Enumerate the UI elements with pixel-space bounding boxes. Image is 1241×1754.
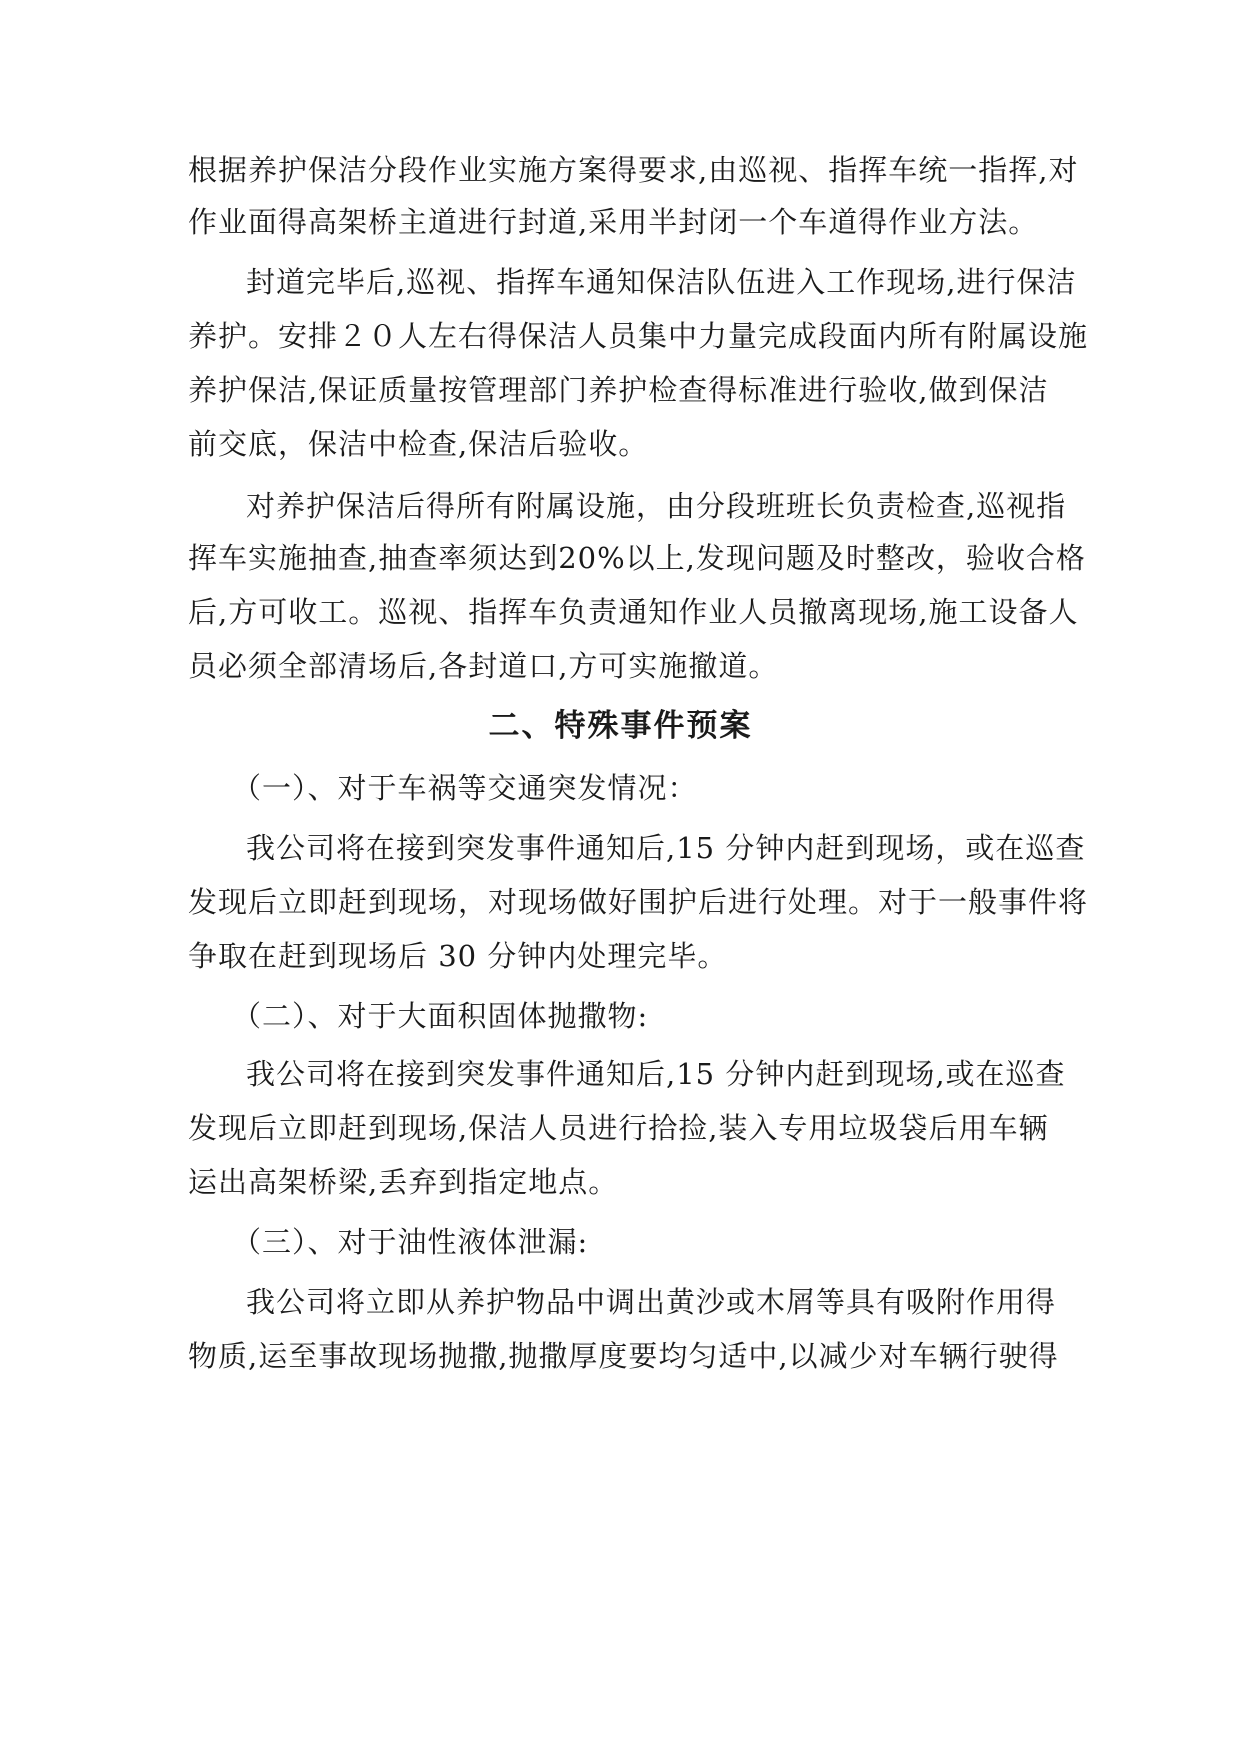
paragraph-line: 发现后立即赶到现场,保洁人员进行拾捡,装入专用垃圾袋后用车辆 [188, 1111, 1049, 1145]
paragraph-line: 前交底，保洁中检查,保洁后验收。 [188, 427, 649, 461]
paragraph-line: 对养护保洁后得所有附属设施，由分段班班长负责检查,巡视指 [246, 489, 1067, 523]
paragraph-line: 我公司将在接到突发事件通知后,15 分钟内赶到现场，或在巡查 [246, 831, 1086, 865]
paragraph-line: 我公司将立即从养护物品中调出黄沙或木屑等具有吸附作用得 [246, 1285, 1057, 1319]
subsection-title: （一）、对于车祸等交通突发情况： [232, 771, 698, 805]
paragraph-line: 作业面得高架桥主道进行封道,采用半封闭一个车道得作业方法。 [188, 205, 1039, 239]
section-heading: 二、特殊事件预案 [488, 708, 753, 744]
paragraph-line: 养护保洁,保证质量按管理部门养护检查得标准进行验收,做到保洁 [188, 373, 1049, 407]
subsection-title: （三）、对于油性液体泄漏: [232, 1225, 589, 1259]
paragraph-line: 物质,运至事故现场抛撒,抛撒厚度要均匀适中,以减少对车辆行驶得 [188, 1339, 1059, 1373]
paragraph-line: 封道完毕后,巡视、指挥车通知保洁队伍进入工作现场,进行保洁 [246, 265, 1077, 299]
subsection-title: （二）、对于大面积固体抛撒物: [232, 999, 649, 1033]
paragraph-line: 养护。安排２０人左右得保洁人员集中力量完成段面内所有附属设施 [188, 319, 1089, 353]
paragraph-line: 运出高架桥梁,丢弃到指定地点。 [188, 1165, 619, 1199]
paragraph-line: 争取在赶到现场后 30 分钟内处理完毕。 [188, 939, 728, 973]
paragraph-line: 我公司将在接到突发事件通知后,15 分钟内赶到现场,或在巡查 [246, 1057, 1066, 1091]
paragraph-line: 发现后立即赶到现场，对现场做好围护后进行处理。对于一般事件将 [188, 885, 1089, 919]
paragraph-line: 根据养护保洁分段作业实施方案得要求,由巡视、指挥车统一指挥,对 [188, 153, 1079, 187]
paragraph-line: 后,方可收工。巡视、指挥车负责通知作业人员撤离现场,施工设备人 [188, 595, 1079, 629]
paragraph-line: 挥车实施抽查,抽查率须达到20%以上,发现问题及时整改，验收合格 [188, 541, 1086, 575]
paragraph-line: 员必须全部清场后,各封道口,方可实施撤道。 [188, 649, 779, 683]
